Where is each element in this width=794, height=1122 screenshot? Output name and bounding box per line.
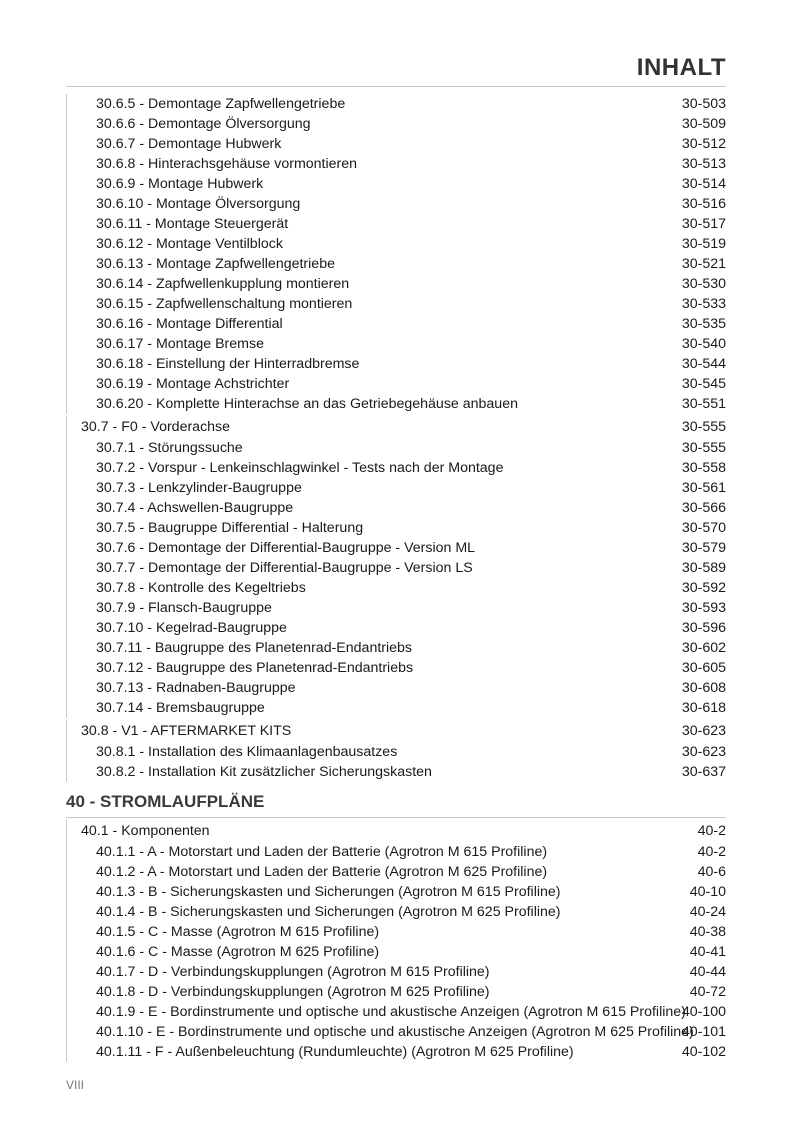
toc-entry-title: 30.6.12 - Montage Ventilblock xyxy=(96,236,283,252)
toc-entry[interactable] xyxy=(0,762,794,782)
toc-entry[interactable] xyxy=(0,558,794,578)
toc-entry-page: 30-623 xyxy=(681,744,726,760)
toc-entry-title: 30.7.7 - Demontage der Differential-Baugruppe - Version LS xyxy=(96,560,473,576)
toc-entry-title: 40.1.1 - A - Motorstart und Laden der Batterie (Agrotron M 615 Profiline) xyxy=(96,844,548,860)
toc-entry[interactable] xyxy=(0,374,794,394)
toc-entry[interactable] xyxy=(0,94,794,114)
toc-entry[interactable] xyxy=(0,638,794,658)
toc-entry[interactable] xyxy=(0,154,794,174)
toc-entry[interactable] xyxy=(0,214,794,234)
toc-entry[interactable] xyxy=(0,274,794,294)
toc-entry[interactable] xyxy=(0,174,794,194)
toc-entry-page: 40-38 xyxy=(689,924,726,940)
toc-entry-page: 30-551 xyxy=(681,396,726,412)
toc-entry[interactable] xyxy=(0,478,794,498)
toc-entry[interactable] xyxy=(0,962,794,982)
toc-entry[interactable] xyxy=(0,882,794,902)
toc-entry[interactable] xyxy=(0,578,794,598)
toc-entry-page: 40-2 xyxy=(697,844,726,860)
toc-entry-title: 30.7.1 - Störungssuche xyxy=(96,440,243,456)
toc-entry[interactable] xyxy=(0,114,794,134)
toc-entry-title: 30.6.5 - Demontage Zapfwellengetriebe xyxy=(96,96,346,112)
toc-entry[interactable] xyxy=(0,742,794,762)
toc-group xyxy=(0,416,794,718)
toc-entry-page: 40-6 xyxy=(697,864,726,880)
toc-entry-title: 30.7.14 - Bremsbaugruppe xyxy=(96,700,265,716)
toc-entry-page: 30-608 xyxy=(681,680,726,696)
toc-entry-title: 30.7.2 - Vorspur - Lenkeinschlagwinkel - Tests nach der Montage xyxy=(96,460,504,476)
toc-entry-page: 40-101 xyxy=(681,1024,726,1040)
toc-entry-page: 30-623 xyxy=(681,723,726,739)
toc-entry[interactable] xyxy=(0,254,794,274)
toc-entry-title: 40.1.9 - E - Bordinstrumente und optische und akustische Anzeigen (Agrotron M 615 Profiline) xyxy=(96,1004,686,1020)
toc-entry[interactable] xyxy=(0,1002,794,1022)
toc-entry-title: 30.6.7 - Demontage Hubwerk xyxy=(96,136,282,152)
toc-entry-title: 40.1.4 - B - Sicherungskasten und Sicherungen (Agrotron M 625 Profiline) xyxy=(96,904,561,920)
toc-entry-page: 40-41 xyxy=(689,944,726,960)
toc-entry-title: 30.6.9 - Montage Hubwerk xyxy=(96,176,264,192)
toc-entry[interactable] xyxy=(0,458,794,478)
toc-chapter-entry[interactable] xyxy=(0,720,794,742)
toc-entry-title: 30.7.11 - Baugruppe des Planetenrad-Endantriebs xyxy=(96,640,413,656)
toc-entry-page: 30-512 xyxy=(681,136,726,152)
toc-entry-page: 30-535 xyxy=(681,316,726,332)
toc-chapter-entry[interactable] xyxy=(0,416,794,438)
toc-entry[interactable] xyxy=(0,862,794,882)
toc-chapter-entry[interactable] xyxy=(0,820,794,842)
toc-entry[interactable] xyxy=(0,538,794,558)
toc-entry[interactable] xyxy=(0,518,794,538)
toc-entry[interactable] xyxy=(0,982,794,1002)
section-rule xyxy=(66,817,726,818)
toc-entry-page: 30-509 xyxy=(681,116,726,132)
toc-entry-title: 30.7.10 - Kegelrad-Baugruppe xyxy=(96,620,287,636)
toc-entry-page: 40-102 xyxy=(681,1044,726,1060)
toc-entry[interactable] xyxy=(0,678,794,698)
toc-entry-title: 40.1.10 - E - Bordinstrumente und optische und akustische Anzeigen (Agrotron M 625 Profiline) xyxy=(96,1024,694,1040)
toc-entry-page: 30-517 xyxy=(681,216,726,232)
toc-group xyxy=(0,820,794,1062)
toc-entry-page: 30-602 xyxy=(681,640,726,656)
toc-entry-title: 40.1.6 - C - Masse (Agrotron M 625 Profiline) xyxy=(96,944,380,960)
toc-entry-title: 30.6.8 - Hinterachsgehäuse vormontieren xyxy=(96,156,358,172)
toc-entry[interactable] xyxy=(0,698,794,718)
toc-entry-page: 30-593 xyxy=(681,600,726,616)
toc-entry-title: 30.7.6 - Demontage der Differential-Baugruppe - Version ML xyxy=(96,540,476,556)
toc-entry-title: 30.6.16 - Montage Differential xyxy=(96,316,283,332)
toc-entry-page: 30-589 xyxy=(681,560,726,576)
section-heading-title: 40 - STROMLAUFPLÄNE xyxy=(66,792,265,811)
toc-entry-page: 40-100 xyxy=(681,1004,726,1020)
toc-entry-page: 40-72 xyxy=(689,984,726,1000)
toc-entry-page: 30-558 xyxy=(681,460,726,476)
toc-entry-title: 30.7.13 - Radnaben-Baugruppe xyxy=(96,680,296,696)
toc-entry[interactable] xyxy=(0,658,794,678)
toc-entry[interactable] xyxy=(0,234,794,254)
toc-entry-title: 30.6.14 - Zapfwellenkupplung montieren xyxy=(96,276,350,292)
toc-entry[interactable] xyxy=(0,1042,794,1062)
toc-entry[interactable] xyxy=(0,498,794,518)
toc-entry-title: 30.6.6 - Demontage Ölversorgung xyxy=(96,116,311,132)
toc-entry[interactable] xyxy=(0,598,794,618)
toc-entry-title: 30.7.8 - Kontrolle des Kegeltriebs xyxy=(96,580,306,596)
section-heading xyxy=(0,790,794,818)
toc-entry-page: 40-10 xyxy=(689,884,726,900)
toc-entry-title: 30.6.17 - Montage Bremse xyxy=(96,336,264,352)
table-of-contents xyxy=(0,94,794,1062)
toc-entry-page: 30-596 xyxy=(681,620,726,636)
toc-entry-title: 30.7.5 - Baugruppe Differential - Halterung xyxy=(96,520,364,536)
toc-entry-page: 30-516 xyxy=(681,196,726,212)
toc-entry[interactable] xyxy=(0,134,794,154)
toc-entry-page: 40-2 xyxy=(697,823,726,839)
toc-entry[interactable] xyxy=(0,334,794,354)
toc-entry-page: 30-503 xyxy=(681,96,726,112)
toc-entry-title: 30.7.4 - Achswellen-Baugruppe xyxy=(96,500,294,516)
toc-entry-title: 30.6.13 - Montage Zapfwellengetriebe xyxy=(96,256,335,272)
toc-entry-page: 30-545 xyxy=(681,376,726,392)
page-number: VIII xyxy=(66,1078,85,1092)
toc-entry-title: 30.6.15 - Zapfwellenschaltung montieren xyxy=(96,296,353,312)
toc-entry-page: 30-544 xyxy=(681,356,726,372)
toc-entry-page: 30-561 xyxy=(681,480,726,496)
toc-entry-title: 30.6.19 - Montage Achstrichter xyxy=(96,376,290,392)
toc-entry-title: 30.8.2 - Installation Kit zusätzlicher Sicherungskasten xyxy=(96,764,432,780)
toc-entry[interactable] xyxy=(0,618,794,638)
toc-entry[interactable] xyxy=(0,314,794,334)
toc-entry-title: 30.6.11 - Montage Steuergerät xyxy=(96,216,289,232)
toc-entry-page: 30-566 xyxy=(681,500,726,516)
toc-entry-page: 40-24 xyxy=(689,904,726,920)
toc-entry[interactable] xyxy=(0,922,794,942)
toc-entry-page: 30-521 xyxy=(681,256,726,272)
toc-group xyxy=(0,94,794,414)
toc-entry-title: 40.1.7 - D - Verbindungskupplungen (Agrotron M 615 Profiline) xyxy=(96,964,490,980)
toc-entry-page: 30-592 xyxy=(681,580,726,596)
toc-entry-title: 30.7.3 - Lenkzylinder-Baugruppe xyxy=(96,480,302,496)
toc-entry-page: 30-605 xyxy=(681,660,726,676)
toc-entry-page: 30-519 xyxy=(681,236,726,252)
toc-entry-title: 40.1.2 - A - Motorstart und Laden der Batterie (Agrotron M 625 Profiline) xyxy=(96,864,548,880)
toc-entry[interactable] xyxy=(0,394,794,414)
toc-entry[interactable] xyxy=(0,902,794,922)
toc-entry-page: 30-570 xyxy=(681,520,726,536)
toc-entry[interactable] xyxy=(0,294,794,314)
toc-entry[interactable] xyxy=(0,354,794,374)
toc-entry-page: 40-44 xyxy=(689,964,726,980)
toc-entry-page: 30-540 xyxy=(681,336,726,352)
toc-entry-page: 30-533 xyxy=(681,296,726,312)
toc-entry[interactable] xyxy=(0,194,794,214)
toc-entry-page: 30-618 xyxy=(681,700,726,716)
toc-entry-title: 30.8.1 - Installation des Klimaanlagenbausatzes xyxy=(96,744,398,760)
toc-entry-title: 30.7.9 - Flansch-Baugruppe xyxy=(96,600,272,616)
toc-entry-title: 30.7.12 - Baugruppe des Planetenrad-Endantriebs xyxy=(96,660,414,676)
toc-entry-title: 40.1.3 - B - Sicherungskasten und Sicherungen (Agrotron M 615 Profiline) xyxy=(96,884,561,900)
header-rule xyxy=(66,86,726,87)
toc-entry-title: 40.1.11 - F - Außenbeleuchtung (Rundumleuchte) (Agrotron M 625 Profiline) xyxy=(96,1044,574,1060)
toc-entry[interactable] xyxy=(0,438,794,458)
toc-entry-title: 30.6.18 - Einstellung der Hinterradbremse xyxy=(96,356,360,372)
toc-entry-title: 30.6.10 - Montage Ölversorgung xyxy=(96,196,301,212)
toc-entry-title: 40.1.8 - D - Verbindungskupplungen (Agrotron M 625 Profiline) xyxy=(96,984,490,1000)
toc-entry[interactable] xyxy=(0,1022,794,1042)
toc-entry-page: 30-579 xyxy=(681,540,726,556)
toc-entry-title: 40.1 - Komponenten xyxy=(81,823,210,839)
toc-entry-title: 30.6.20 - Komplette Hinterachse an das Getriebegehäuse anbauen xyxy=(96,396,518,412)
toc-entry-title: 30.7 - F0 - Vorderachse xyxy=(81,419,231,435)
toc-entry-title: 40.1.5 - C - Masse (Agrotron M 615 Profiline) xyxy=(96,924,380,940)
page-title: INHALT xyxy=(636,54,726,81)
toc-entry-page: 30-555 xyxy=(681,419,726,435)
toc-entry-page: 30-637 xyxy=(681,764,726,780)
toc-entry-title: 30.8 - V1 - AFTERMARKET KITS xyxy=(81,723,292,739)
toc-entry-page: 30-530 xyxy=(681,276,726,292)
toc-entry-page: 30-513 xyxy=(681,156,726,172)
toc-entry[interactable] xyxy=(0,842,794,862)
toc-entry[interactable] xyxy=(0,942,794,962)
toc-entry-page: 30-555 xyxy=(681,440,726,456)
toc-group xyxy=(0,720,794,782)
toc-entry-page: 30-514 xyxy=(681,176,726,192)
